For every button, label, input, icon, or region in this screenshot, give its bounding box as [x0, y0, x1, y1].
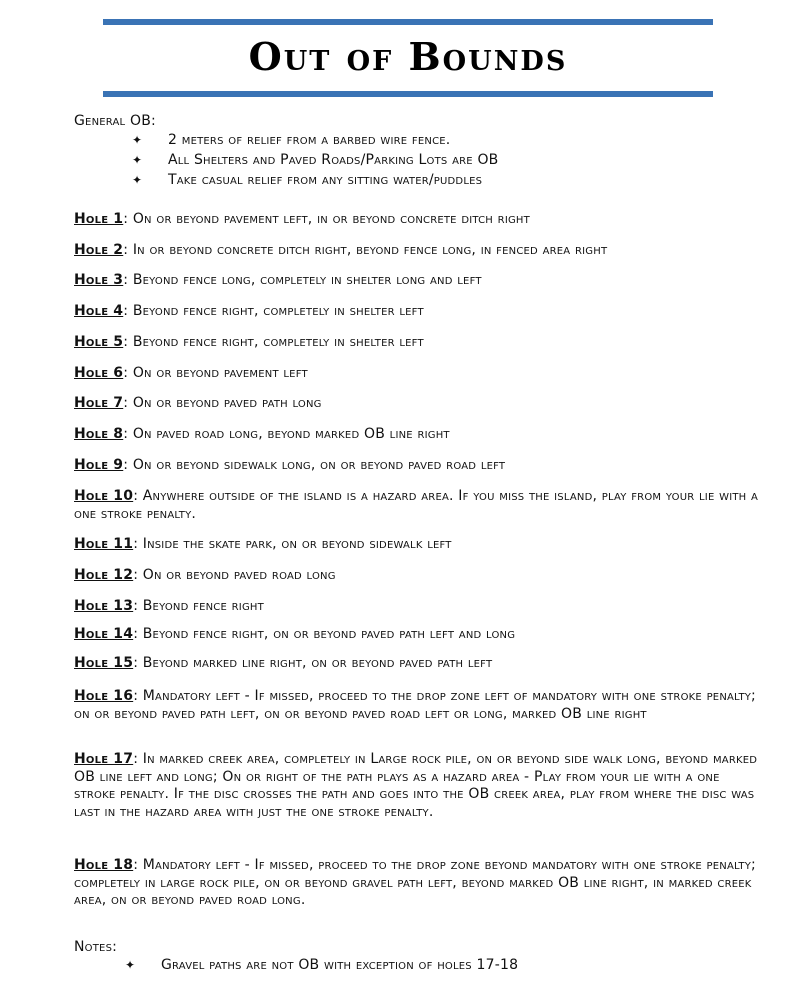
hole-label: Hole 15: [74, 655, 134, 671]
hole-11-rule: Hole 11: Inside the skate park, on or beyond sidewalk left: [74, 536, 452, 552]
hole-label: Hole 10: [74, 488, 134, 504]
bottom-divider: [103, 91, 713, 97]
hole-7-rule: Hole 7: On or beyond paved path long: [74, 395, 322, 411]
hole-18-rule: Hole 18: Mandatory left - If missed, proceed to the drop zone beyond mandatory with one stroke penalty; completely in large rock pile, on or beyond gravel path left, beyond marked OB line right, in marked creek area, on or beyond paved road long.: [74, 857, 756, 908]
general-ob-heading: General OB:: [74, 113, 156, 129]
list-item: ✦ 2 meters of relief from a barbed wire fence.: [132, 132, 451, 148]
hole-label: Hole 11: [74, 536, 134, 552]
bullet-icon: ✦: [125, 958, 136, 972]
hole-15-rule: Hole 15: Beyond marked line right, on or beyond paved path left: [74, 655, 493, 671]
hole-label: Hole 4: [74, 303, 124, 319]
hole-3-rule: Hole 3: Beyond fence long, completely in shelter long and left: [74, 272, 482, 288]
hole-label: Hole 7: [74, 395, 124, 411]
hole-4-rule: Hole 4: Beyond fence right, completely in shelter left: [74, 303, 424, 319]
hole-label: Hole 16: [74, 688, 134, 704]
hole-label: Hole 6: [74, 365, 124, 381]
hole-label: Hole 18: [74, 857, 134, 873]
hole-label: Hole 2: [74, 242, 124, 258]
notes-list: [125, 957, 518, 975]
hole-label: Hole 3: [74, 272, 124, 288]
page-title: Out of Bounds: [248, 34, 568, 79]
hole-label: Hole 17: [74, 751, 134, 767]
bullet-icon: ✦: [132, 153, 143, 167]
list-item: ✦ All Shelters and Paved Roads/Parking Lots are OB: [132, 152, 499, 168]
hole-8-rule: Hole 8: On paved road long, beyond marked OB line right: [74, 426, 450, 442]
hole-16-rule: Hole 16: Mandatory left - If missed, proceed to the drop zone left of mandatory with one stroke penalty; on or beyond paved path left, on or beyond paved road left or long, marked OB line right: [74, 688, 756, 722]
hole-17-rule: Hole 17: In marked creek area, completely in Large rock pile, on or beyond side walk long, beyond marked OB line left and long; On or right of the path plays as a hazard area - Play from your lie with a one stroke penalty. If the disc crosses the path and goes into the OB creek area, play from where the disc was last in the hazard area with just the one stroke penalty.: [74, 751, 758, 820]
hole-9-rule: Hole 9: On or beyond sidewalk long, on or beyond paved road left: [74, 457, 506, 473]
hole-13-rule: Hole 13: Beyond fence right: [74, 598, 264, 614]
notes-heading: Notes:: [74, 939, 118, 955]
hole-10-rule: Hole 10: Anywhere outside of the island is a hazard area. If you miss the island, play from your lie with a one stroke penalty.: [74, 488, 759, 522]
list-item: ✦ Gravel paths are not OB with exception of holes 17-18: [125, 957, 519, 973]
hole-1-rule: Hole 1: On or beyond pavement left, in or beyond concrete ditch right: [74, 211, 530, 227]
hole-5-rule: Hole 5: Beyond fence right, completely in shelter left: [74, 334, 424, 350]
bullet-icon: ✦: [132, 173, 143, 187]
list-item: ✦ Take casual relief from any sitting water/puddles: [132, 172, 483, 188]
hole-label: Hole 1: [74, 211, 124, 227]
hole-label: Hole 9: [74, 457, 124, 473]
hole-14-rule: Hole 14: Beyond fence right, on or beyond paved path left and long: [74, 626, 516, 642]
hole-label: Hole 13: [74, 598, 134, 614]
hole-label: Hole 5: [74, 334, 124, 350]
general-ob-list: [132, 132, 499, 192]
hole-label: Hole 14: [74, 626, 134, 642]
hole-12-rule: Hole 12: On or beyond paved road long: [74, 567, 336, 583]
hole-2-rule: Hole 2: In or beyond concrete ditch right, beyond fence long, in fenced area right: [74, 242, 608, 258]
hole-label: Hole 8: [74, 426, 124, 442]
top-divider: [103, 19, 713, 25]
hole-label: Hole 12: [74, 567, 134, 583]
hole-6-rule: Hole 6: On or beyond pavement left: [74, 365, 308, 381]
bullet-icon: ✦: [132, 133, 143, 147]
